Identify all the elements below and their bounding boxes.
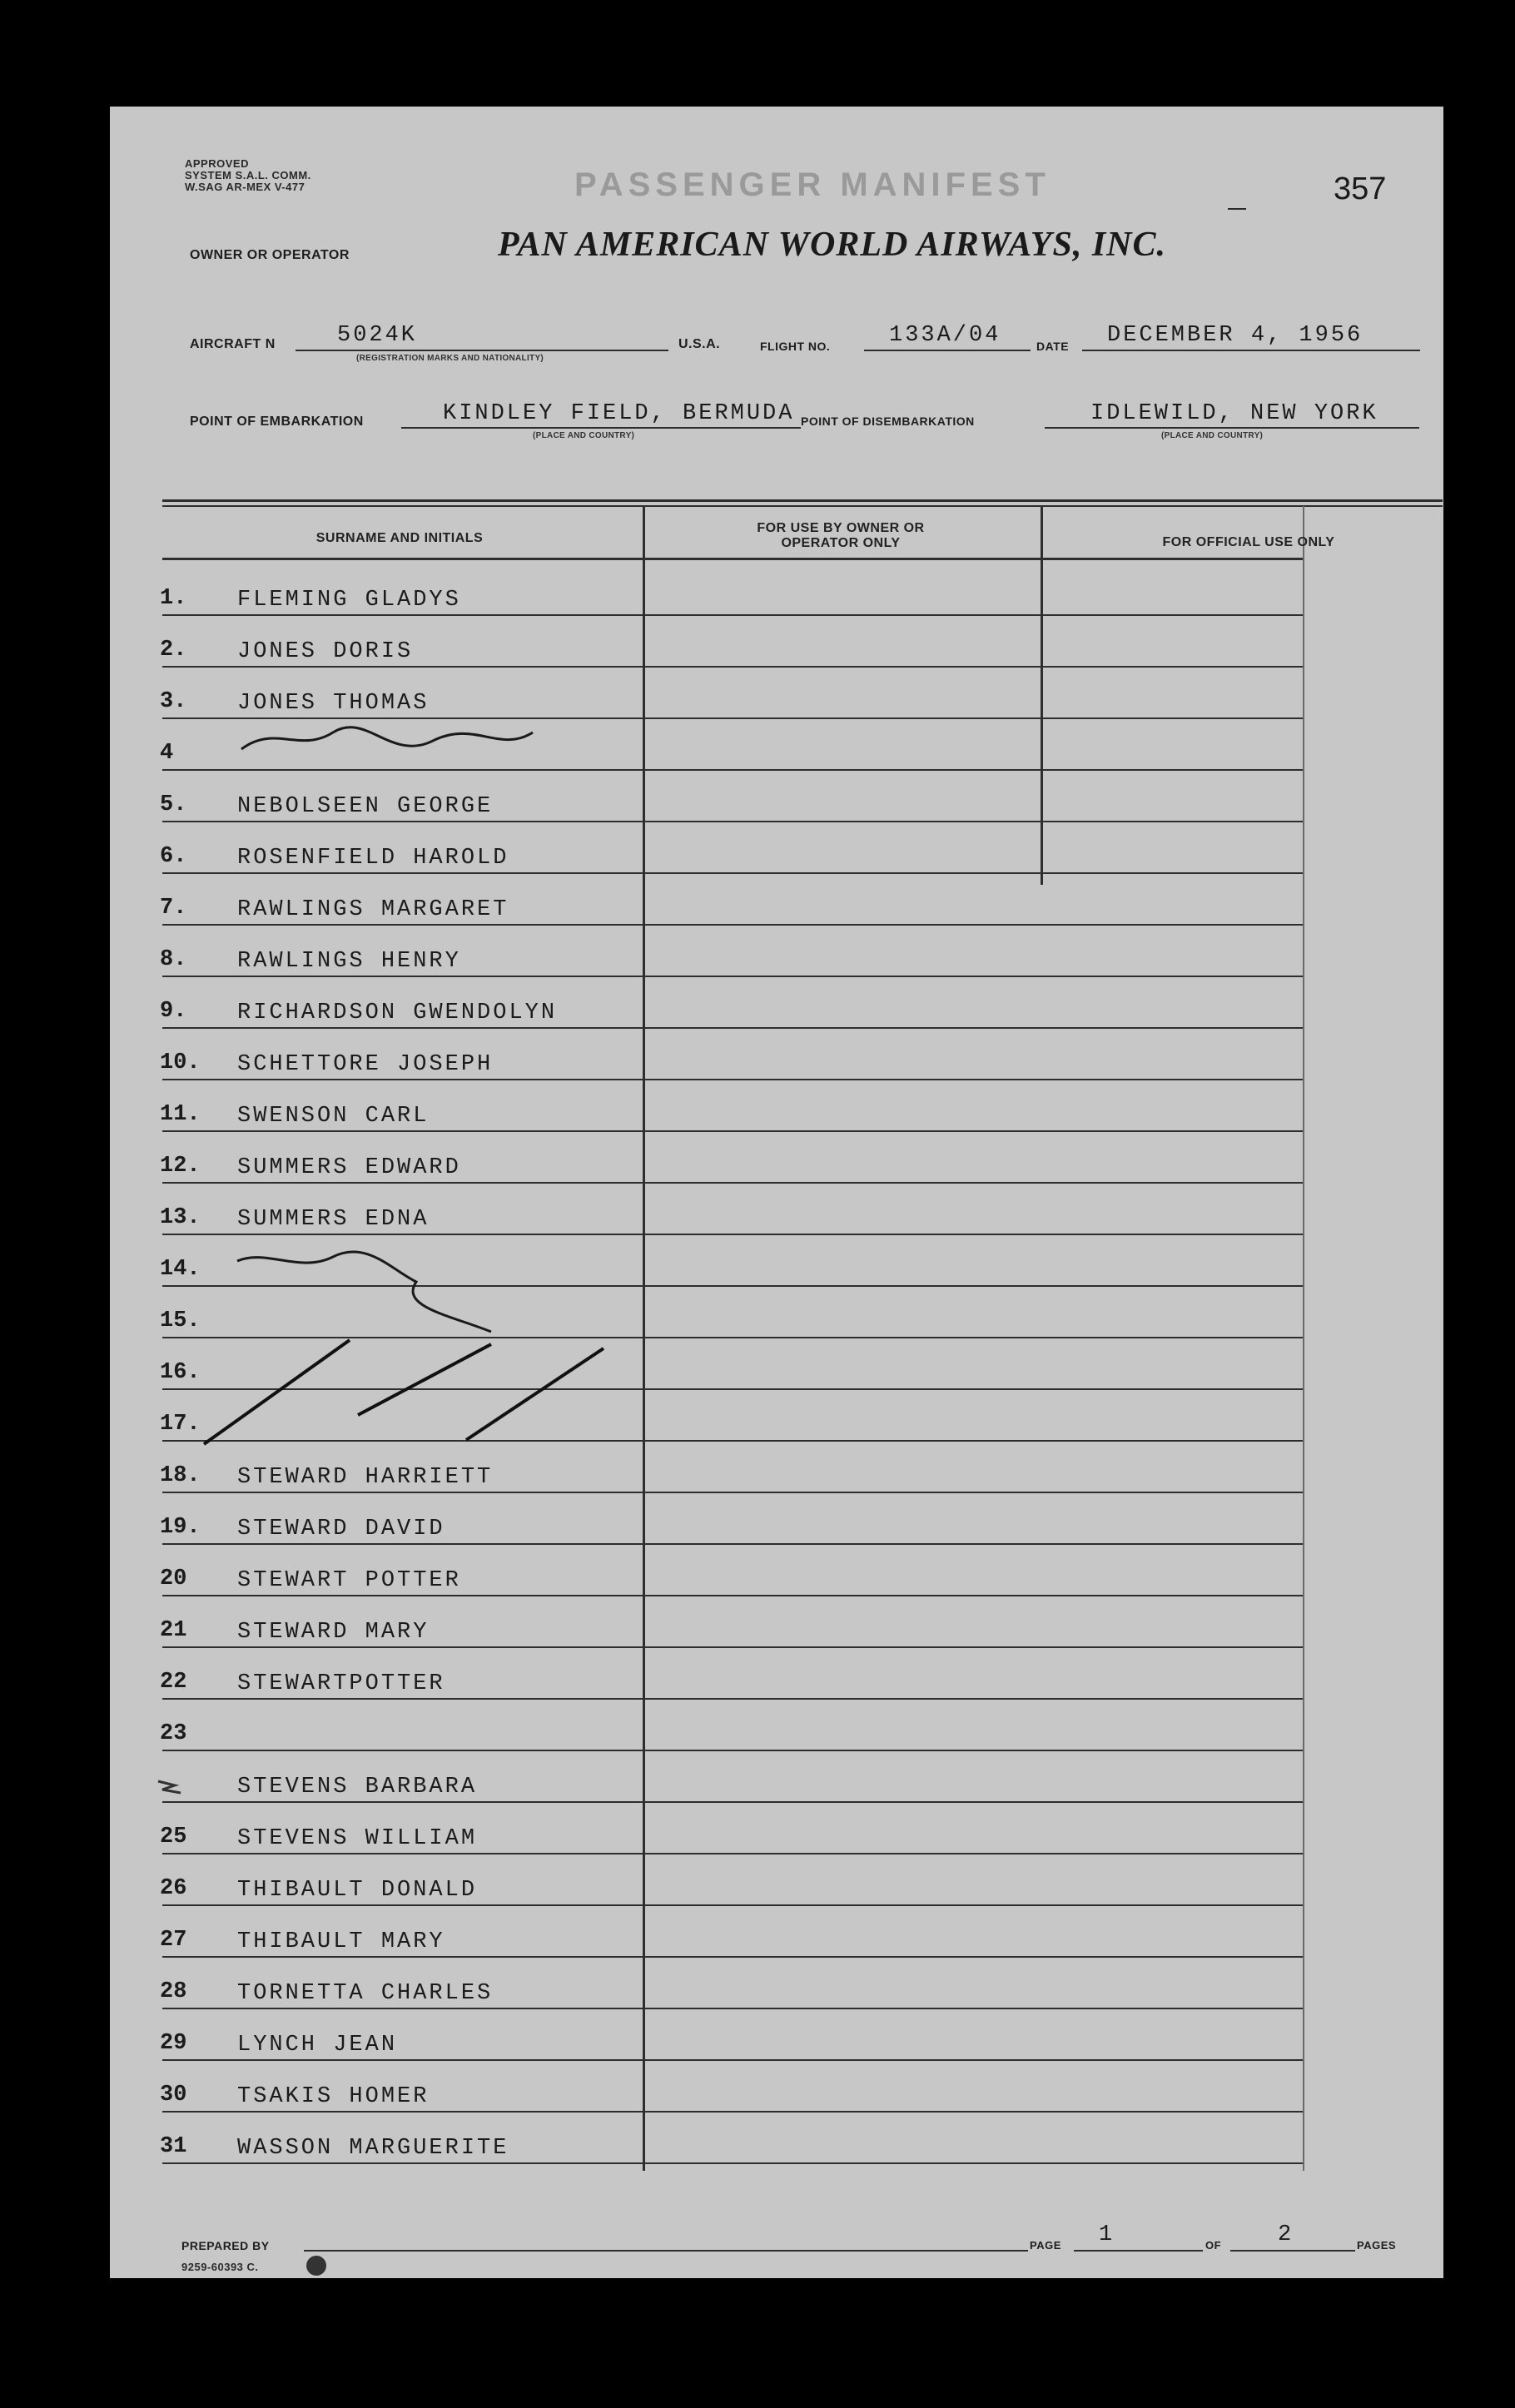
row-number: 28 xyxy=(160,1979,187,2004)
owner-label: OWNER OR OPERATOR xyxy=(190,248,350,262)
flight-date: DECEMBER 4, 1956 xyxy=(1107,323,1364,348)
row-number: 22 xyxy=(160,1670,187,1695)
row-number: 31 xyxy=(160,2134,187,2159)
page-underline xyxy=(1074,2250,1203,2252)
row-number: 29 xyxy=(160,2031,187,2056)
passenger-name: STEWARD HARRIETT xyxy=(237,1465,494,1490)
passenger-name: SUMMERS EDNA xyxy=(237,1207,430,1232)
embarkation-caption: (PLACE AND COUNTRY) xyxy=(533,431,635,440)
row-number: 14. xyxy=(160,1257,201,1282)
aircraft-caption: (REGISTRATION MARKS AND NATIONALITY) xyxy=(356,354,544,363)
passenger-name: SUMMERS EDWARD xyxy=(237,1155,461,1180)
passenger-name: THIBAULT MARY xyxy=(237,1929,445,1954)
page-value: 1 xyxy=(1099,2222,1115,2247)
row-number: 13. xyxy=(160,1205,201,1230)
passenger-name: STEWARD MARY xyxy=(237,1620,430,1645)
approval-line: SYSTEM S.A.L. COMM. xyxy=(185,169,311,181)
approval-line: W.SAG AR-MEX V-477 xyxy=(185,181,305,193)
strike-line-3 xyxy=(466,1348,604,1440)
strike-line-1 xyxy=(204,1340,350,1444)
flight-number: 133A/04 xyxy=(889,323,1001,348)
passenger-name: ROSENFIELD HAROLD xyxy=(237,846,509,871)
row-number: 27 xyxy=(160,1928,187,1953)
of-value: 2 xyxy=(1278,2222,1294,2247)
column-header-names: SURNAME AND INITIALS xyxy=(315,531,484,545)
disembarkation-place: IDLEWILD, NEW YORK xyxy=(1090,401,1378,426)
prepared-by-label: PREPARED BY xyxy=(181,2239,270,2252)
usa-label: U.S.A. xyxy=(678,337,721,351)
passenger-name: STEVENS WILLIAM xyxy=(237,1826,478,1851)
row-number: 20 xyxy=(160,1566,187,1591)
passenger-name: TORNETTA CHARLES xyxy=(237,1981,494,2006)
row-number: 30 xyxy=(160,2083,187,2108)
row-number: 23 xyxy=(160,1721,187,1746)
passenger-name: STEWARD DAVID xyxy=(237,1517,445,1542)
operator-name: PAN AMERICAN WORLD AIRWAYS, INC. xyxy=(498,226,1167,264)
aircraft-label: AIRCRAFT N xyxy=(190,337,276,351)
passenger-name: FLEMING GLADYS xyxy=(237,588,461,613)
row-number: 11. xyxy=(160,1102,201,1127)
pages-label: PAGES xyxy=(1357,2239,1397,2252)
row-number: 9. xyxy=(160,999,187,1024)
passenger-name: WASSON MARGUERITE xyxy=(237,2136,509,2161)
row-number: 8. xyxy=(160,947,187,972)
passenger-name: LYNCH JEAN xyxy=(237,2033,398,2058)
passenger-name: SCHETTORE JOSEPH xyxy=(237,1052,494,1077)
approval-line: APPROVED xyxy=(185,157,249,170)
passenger-name: RAWLINGS HENRY xyxy=(237,949,461,974)
scribble-row24 xyxy=(158,1781,181,1793)
strike-line-2 xyxy=(358,1344,491,1415)
passenger-name: JONES DORIS xyxy=(237,639,414,664)
document-title: PASSENGER MANIFEST xyxy=(574,166,1051,203)
scribble-row4 xyxy=(241,727,533,749)
row-number: 25 xyxy=(160,1825,187,1849)
passenger-name: NEBOLSEEN GEORGE xyxy=(237,794,494,819)
row-number: 2. xyxy=(160,638,187,663)
passenger-name: RICHARDSON GWENDOLYN xyxy=(237,1000,558,1025)
prepared-by-underline xyxy=(304,2250,1028,2252)
aircraft-registration: 5024K xyxy=(337,323,418,348)
disembarkation-label: POINT OF DISEMBARKATION xyxy=(801,415,975,428)
row-number: 26 xyxy=(160,1876,187,1901)
date-label: DATE xyxy=(1036,340,1070,353)
of-label: OF xyxy=(1205,2239,1222,2252)
row-number: 18. xyxy=(160,1463,201,1488)
row-number: 10. xyxy=(160,1050,201,1075)
passenger-name: TSAKIS HOMER xyxy=(237,2084,430,2109)
passenger-name: SWENSON CARL xyxy=(237,1104,430,1129)
row-number: 21 xyxy=(160,1618,187,1643)
disembarkation-caption: (PLACE AND COUNTRY) xyxy=(1161,431,1264,440)
passenger-name: THIBAULT DONALD xyxy=(237,1878,478,1903)
passenger-name: RAWLINGS MARGARET xyxy=(237,897,509,922)
row-number: 5. xyxy=(160,792,187,817)
page-label: PAGE xyxy=(1030,2239,1061,2252)
passenger-name: JONES THOMAS xyxy=(237,691,430,716)
row-number: 16. xyxy=(160,1360,201,1385)
page-number: 357 xyxy=(1334,171,1387,206)
row-number: 4 xyxy=(160,741,174,766)
row-number: 17. xyxy=(160,1412,201,1437)
scribble-row14 xyxy=(237,1252,491,1332)
union-bug-icon xyxy=(306,2256,326,2276)
passenger-name: STEWARTPOTTER xyxy=(237,1671,445,1696)
embarkation-label: POINT OF EMBARKATION xyxy=(190,415,364,429)
row-number: 12. xyxy=(160,1154,201,1179)
of-underline xyxy=(1230,2250,1355,2252)
row-number: 6. xyxy=(160,844,187,869)
flight-label: FLIGHT NO. xyxy=(760,340,831,353)
embarkation-place: KINDLEY FIELD, BERMUDA xyxy=(443,401,795,426)
row-number: 3. xyxy=(160,689,187,714)
row-number: 1. xyxy=(160,586,187,611)
row-number: 19. xyxy=(160,1515,201,1540)
form-code: 9259-60393 C. xyxy=(181,2261,259,2273)
column-header-owner: FOR USE BY OWNER OR OPERATOR ONLY xyxy=(757,521,925,550)
row-number: 15. xyxy=(160,1308,201,1333)
passenger-name: STEWART POTTER xyxy=(237,1568,461,1593)
row-number: 7. xyxy=(160,896,187,921)
passenger-name: STEVENS BARBARA xyxy=(237,1775,478,1800)
column-header-official: FOR OFFICIAL USE ONLY xyxy=(1162,535,1335,549)
